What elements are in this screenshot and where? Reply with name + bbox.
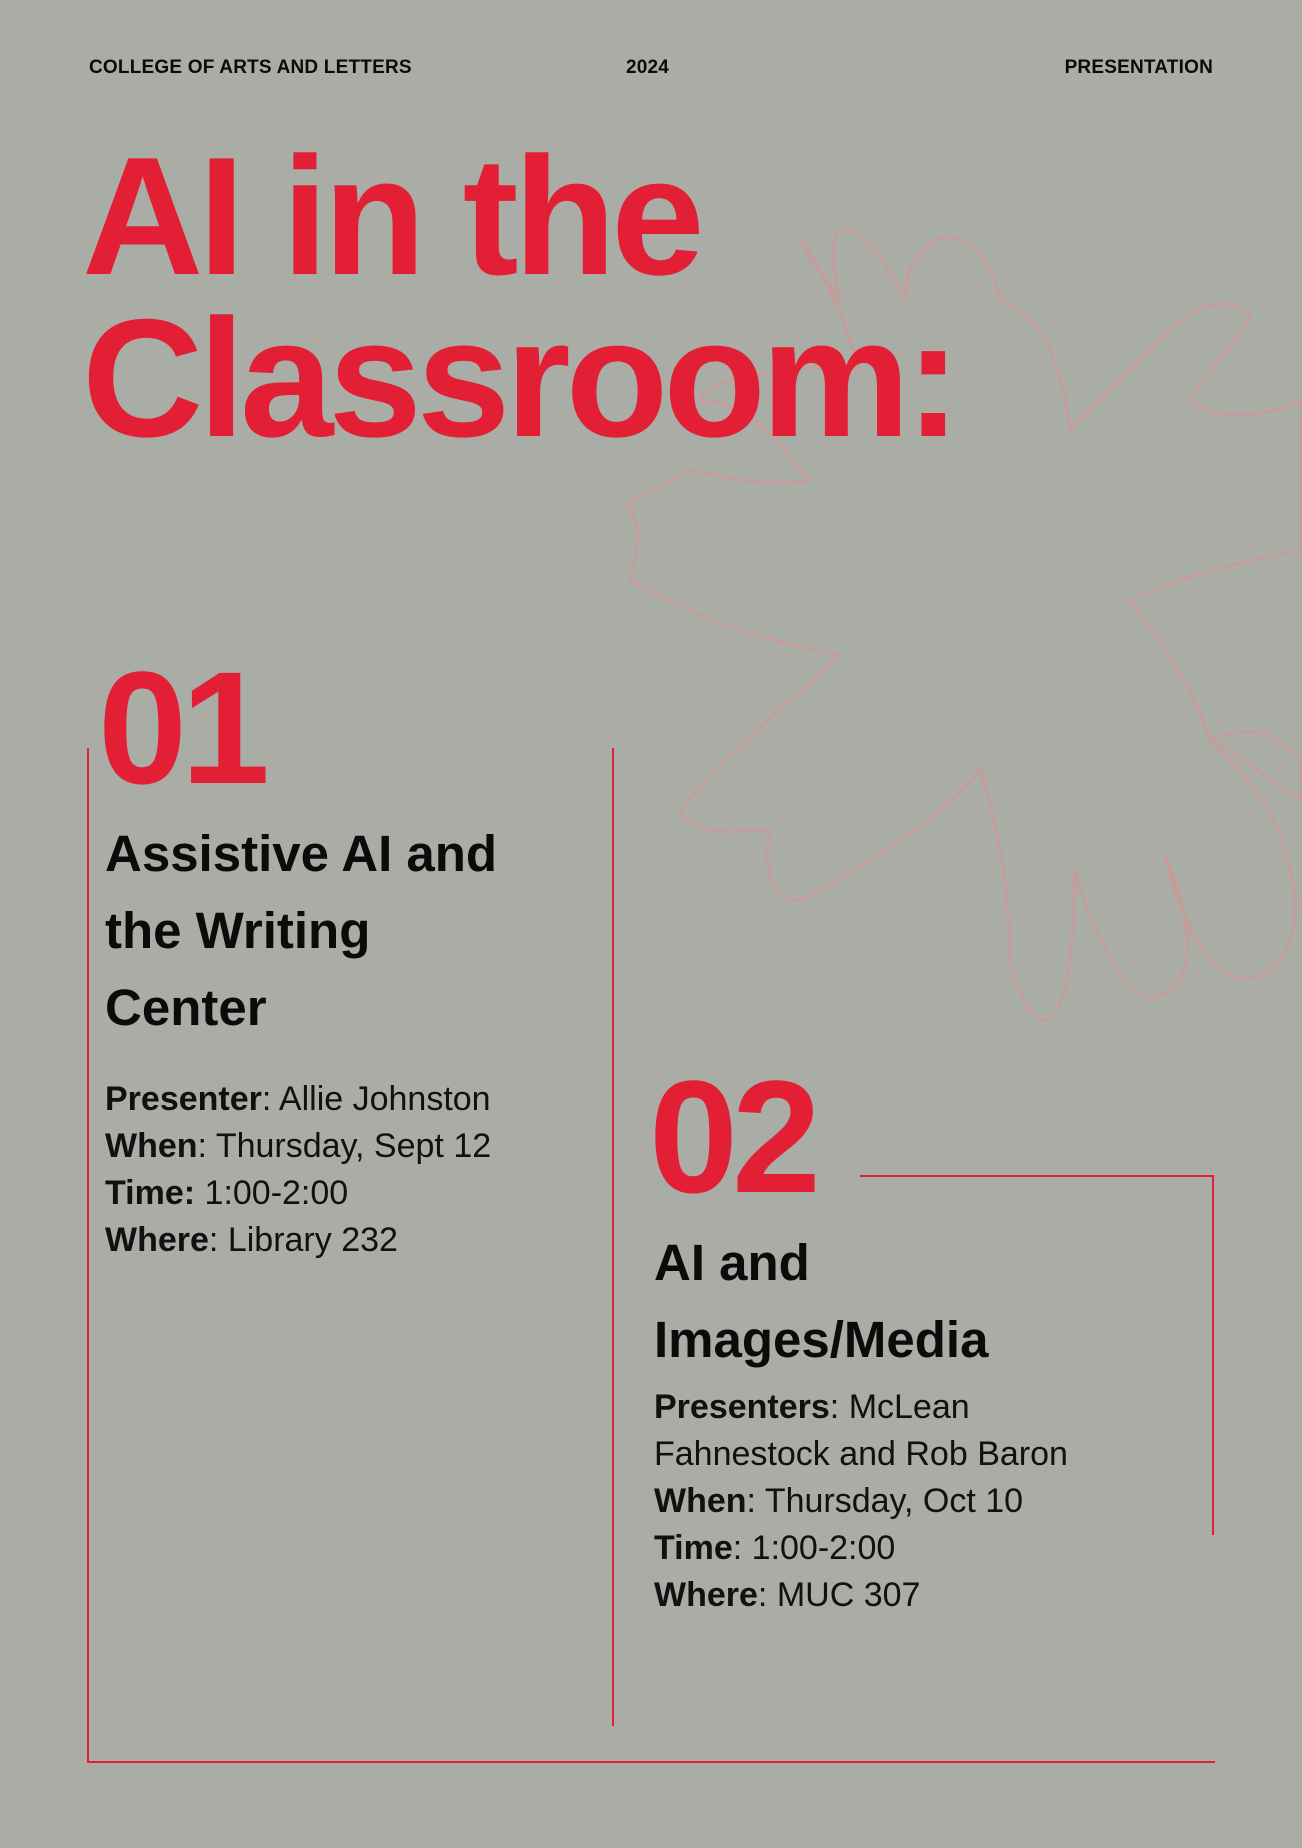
presenter-label: Presenter [105,1080,262,1118]
separator: : [208,1221,228,1259]
session-2-title [654,1224,988,1378]
session-2-where [654,1572,1068,1619]
session-1-title-line: Center [105,979,267,1036]
when-label: When [105,1127,198,1165]
separator [195,1174,204,1212]
frame-rule-left [87,748,89,1762]
session-2-when [654,1478,1068,1525]
time-value: 1:00-2:00 [204,1174,349,1212]
where-label: Where [105,1221,209,1259]
session-2-presenters [654,1384,1068,1431]
when-label: When [654,1482,747,1520]
session-1-title-line: the Writing [105,902,371,959]
presenter-value: Allie Johnston [278,1080,491,1118]
separator: : [829,1388,849,1426]
time-label: Time: [105,1174,196,1212]
separator: : [746,1482,765,1520]
session-2-details [654,1384,1068,1619]
session-1-details [105,1076,491,1264]
session-2-title-line: Images/Media [654,1311,989,1368]
session-2-time [654,1525,1068,1572]
where-value: Library 232 [227,1221,398,1259]
session-2-presenters-cont [654,1431,1068,1478]
session-1-presenter [105,1076,491,1123]
title-line-2: Classroom: [82,284,957,472]
header-year: 2024 [626,57,670,78]
separator: : [732,1529,752,1567]
where-value: MUC 307 [776,1576,921,1614]
title-line-1: AI in the [82,122,700,310]
frame-rule-bottom [87,1761,1215,1763]
session-1-time [105,1170,491,1217]
time-value: 1:00-2:00 [751,1529,896,1567]
session-1-title [105,815,497,1046]
where-label: Where [654,1576,758,1614]
session-1-when [105,1123,491,1170]
when-value: Thursday, Oct 10 [764,1482,1024,1520]
page-title [82,122,957,472]
separator: : [757,1576,777,1614]
session-2-number: 02 [649,1047,815,1226]
session-1-where [105,1217,491,1264]
session-1-number: 01 [98,638,264,817]
session-1-title-line: Assistive AI and [105,825,498,882]
presenters-label: Presenters [654,1388,830,1426]
header-department: COLLEGE OF ARTS AND LETTERS [89,57,412,78]
presenters-value-line-2: Fahnestock and Rob Baron [654,1435,1068,1473]
session-2-title-line: AI and [654,1234,810,1291]
separator: : [261,1080,279,1118]
time-label: Time [654,1529,733,1567]
session-2-rule-right [1212,1175,1214,1535]
separator: : [197,1127,216,1165]
frame-rule-middle [612,748,614,1726]
presenters-value-line-1: McLean [848,1388,970,1426]
header-type: PRESENTATION [1064,57,1213,78]
when-value: Thursday, Sept 12 [215,1127,492,1165]
session-2-rule-top [860,1175,1213,1177]
